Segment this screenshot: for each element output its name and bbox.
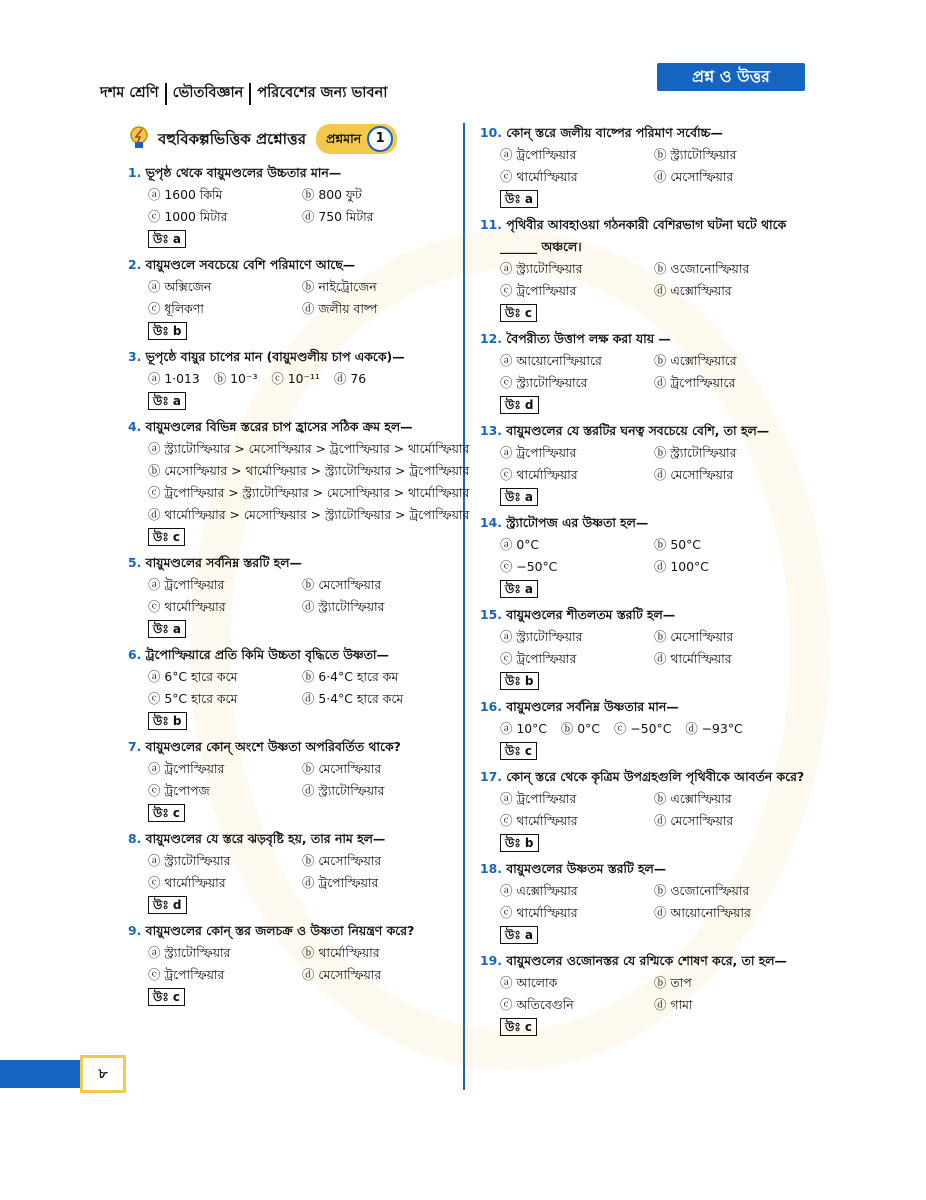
question-number: 14. (480, 515, 502, 530)
question-stem: বায়ুমণ্ডলের উষ্ণতম স্তরটি হল— (506, 861, 667, 876)
question-number: 10. (480, 125, 502, 140)
answer-box: উঃ c (500, 742, 537, 760)
question-stem: বায়ুমণ্ডলের শীতলতম স্তরটি হল— (506, 607, 676, 622)
option-item: ⓑ 6·4°C হারে কম (302, 669, 399, 684)
answer-box: উঃ b (148, 712, 187, 730)
option-item: ⓓ ট্রপোস্ফিয়ার (302, 875, 379, 890)
option-item: ⓒ অতিবেগুনি (500, 997, 574, 1012)
option-item: ⓒ 10⁻¹¹ (271, 371, 320, 386)
question-block (128, 254, 456, 342)
options-list (128, 942, 456, 986)
option-item: ⓑ থার্মোস্ফিয়ার (302, 945, 380, 960)
marks-number: 1 (367, 126, 393, 152)
option-item: ⓐ আলোক (500, 975, 558, 990)
question-stem: বায়ুমণ্ডলের যে স্তরটির ঘনত্ব সবচেয়ে বেশি, তা হল— (506, 423, 770, 438)
options-list (480, 534, 808, 578)
question-text (480, 696, 808, 718)
option-item: ⓑ স্ট্র্যাটোস্ফিয়ার (654, 147, 737, 162)
question-block (480, 604, 808, 692)
question-text (128, 162, 456, 184)
option-item: ⓓ ট্রপোস্ফিয়ারে (654, 375, 736, 390)
option-item: ⓐ এক্সোস্ফিয়ার (500, 883, 578, 898)
option-item: ⓑ মেসোস্ফিয়ার > থার্মোস্ফিয়ার > স্ট্র্যাটোস্ফিয়ার > ট্রপোস্ফিয়ার (148, 463, 470, 478)
question-number: 17. (480, 769, 502, 784)
question-number: 9. (128, 923, 142, 938)
right-column (480, 122, 808, 1042)
option-item: ⓐ আয়োনোস্ফিয়ারে (500, 353, 602, 368)
option-item: ⓓ জলীয় বাষ্প (302, 301, 378, 316)
answer-box: উঃ c (148, 804, 185, 822)
option-item: ⓑ এক্সোস্ফিয়ারে (654, 353, 737, 368)
option-item: ⓒ 1000 মিটার (148, 209, 228, 224)
question-number: 16. (480, 699, 502, 714)
left-column (128, 122, 470, 1012)
answer-box: উঃ a (500, 926, 538, 944)
question-stem: বায়ুমণ্ডলের সর্বনিম্ন উষ্ণতার মান— (506, 699, 679, 714)
option-item: ⓓ 5·4°C হারে কমে (302, 691, 404, 706)
options-list (480, 788, 808, 832)
question-block (480, 214, 808, 324)
options-list (480, 718, 808, 740)
option-item: ⓓ স্ট্র্যাটোস্ফিয়ার (302, 783, 385, 798)
answer-box: উঃ c (500, 304, 537, 322)
question-block (480, 858, 808, 946)
option-item: ⓐ ট্রপোস্ফিয়ার (148, 761, 225, 776)
question-stem: কোন্ স্তরে জলীয় বাষ্পের পরিমাণ সর্বোচ্চ— (506, 125, 723, 140)
answer-box: উঃ a (500, 190, 538, 208)
answer-box: উঃ a (148, 620, 186, 638)
question-text (128, 644, 456, 666)
answer-box: উঃ b (148, 322, 187, 340)
options-list (128, 276, 456, 320)
question-text (480, 512, 808, 534)
question-stem: ভূপৃষ্ঠে বায়ুর চাপের মান (বায়ুমণ্ডলীয় চাপ এককে)— (145, 349, 405, 364)
option-item: ⓒ 5°C হারে কমে (148, 691, 238, 706)
question-stem: বায়ুমণ্ডলের বিভিন্ন স্তরের চাপ হ্রাসের সঠিক ক্রম হল— (145, 419, 413, 434)
question-text (128, 920, 456, 942)
option-item: ⓒ ধূলিকণা (148, 301, 204, 316)
question-text (128, 828, 456, 850)
option-item: ⓑ ওজোনোস্ফিয়ার (654, 261, 750, 276)
option-item: ⓑ মেসোস্ফিয়ার (654, 629, 734, 644)
question-text (480, 214, 808, 258)
question-block (480, 328, 808, 416)
option-item: ⓐ 1600 কিমি (148, 187, 223, 202)
answer-box: উঃ b (500, 834, 539, 852)
option-item: ⓐ 10°C (500, 721, 547, 736)
option-item: ⓐ 1·013 (148, 371, 200, 386)
option-item: ⓓ থার্মোস্ফিয়ার > মেসোস্ফিয়ার > স্ট্র্যাটোস্ফিয়ার > ট্রপোস্ফিয়ার (148, 507, 470, 522)
page-bar (0, 1060, 82, 1088)
question-text (128, 346, 456, 368)
option-item: ⓑ 10⁻³ (213, 371, 258, 386)
question-block (128, 552, 456, 640)
option-item: ⓐ ট্রপোস্ফিয়ার (148, 577, 225, 592)
question-stem: স্ট্র্যাটোপজ এর উষ্ণতা হল— (506, 515, 649, 530)
options-list (128, 850, 456, 894)
option-item: ⓑ নাইট্রোজেন (302, 279, 377, 294)
section-header (128, 122, 456, 156)
question-block (128, 644, 456, 732)
question-block (128, 346, 456, 412)
question-text (480, 328, 808, 350)
option-item: ⓑ মেসোস্ফিয়ার (302, 761, 382, 776)
question-number: 4. (128, 419, 142, 434)
question-number: 7. (128, 739, 142, 754)
option-item: ⓒ থার্মোস্ফিয়ার (500, 813, 578, 828)
question-text (480, 122, 808, 144)
question-text (128, 416, 456, 438)
option-item: ⓒ −50°C (614, 721, 672, 736)
question-number: 15. (480, 607, 502, 622)
options-list (480, 258, 808, 302)
options-list (128, 666, 456, 710)
option-item: ⓒ ট্রপোস্ফিয়ার (148, 967, 225, 982)
option-item: ⓒ থার্মোস্ফিয়ার (148, 599, 226, 614)
question-stem: বায়ুমণ্ডলের যে স্তরে ঝড়বৃষ্টি হয়, তার নাম হল— (145, 831, 386, 846)
option-item: ⓓ স্ট্র্যাটোস্ফিয়ার (302, 599, 385, 614)
question-stem: ভূপৃষ্ঠ থেকে বায়ুমণ্ডলের উচ্চতার মান— (145, 165, 342, 180)
breadcrumb-separator (249, 83, 251, 105)
option-item: ⓑ এক্সোস্ফিয়ার (654, 791, 732, 806)
question-text (128, 254, 456, 276)
option-item: ⓓ 100°C (654, 559, 709, 574)
option-item: ⓐ ট্রপোস্ফিয়ার (500, 147, 577, 162)
option-item: ⓑ 0°C (560, 721, 601, 736)
options-list (128, 438, 470, 526)
option-item: ⓑ ওজোনোস্ফিয়ার (654, 883, 750, 898)
column-divider (463, 123, 465, 1090)
option-item: ⓐ স্ট্র্যাটোস্ফিয়ার (500, 261, 583, 276)
options-list (480, 144, 808, 188)
breadcrumb-class: দশম শ্রেণি (100, 85, 159, 101)
question-number: 1. (128, 165, 142, 180)
question-text (480, 766, 808, 788)
question-block (480, 420, 808, 508)
option-item: ⓐ স্ট্র্যাটোস্ফিয়ার (500, 629, 583, 644)
option-item: ⓒ ট্রপোপজ (148, 783, 210, 798)
option-item: ⓒ থার্মোস্ফিয়ার (500, 169, 578, 184)
question-stem: বায়ুমণ্ডলে সবচেয়ে বেশি পরিমাণে আছে— (145, 257, 356, 272)
option-item: ⓐ অক্সিজেন (148, 279, 212, 294)
question-text (128, 552, 456, 574)
question-text (480, 858, 808, 880)
option-item: ⓐ স্ট্র্যাটোস্ফিয়ার (148, 945, 231, 960)
question-number: 13. (480, 423, 502, 438)
options-list (128, 184, 456, 228)
options-list (480, 350, 808, 394)
question-text (480, 604, 808, 626)
question-number: 18. (480, 861, 502, 876)
question-number: 12. (480, 331, 502, 346)
option-item: ⓓ −93°C (685, 721, 743, 736)
lightbulb-icon (128, 125, 150, 153)
option-item: ⓒ ট্রপোস্ফিয়ার (500, 283, 577, 298)
question-stem: কোন্ স্তরে থেকে কৃত্রিম উপগ্রহগুলি পৃথিবীকে আবর্তন করে? (506, 769, 805, 784)
question-text (128, 736, 456, 758)
question-stem: বায়ুমণ্ডলের কোন্ স্তর জলচক্র ও উষ্ণতা নিয়ন্ত্রণ করে? (145, 923, 415, 938)
option-item: ⓓ 750 মিটার (302, 209, 374, 224)
section-title: বহুবিকল্পভিত্তিক প্রশ্নোত্তর (158, 130, 306, 148)
option-item: ⓑ মেসোস্ফিয়ার (302, 577, 382, 592)
answer-box: উঃ c (500, 1018, 537, 1036)
options-list (128, 574, 456, 618)
question-block (480, 950, 808, 1038)
options-list (480, 880, 808, 924)
option-item: ⓓ মেসোস্ফিয়ার (654, 467, 734, 482)
option-item: ⓒ থার্মোস্ফিয়ার (500, 467, 578, 482)
option-item: ⓓ মেসোস্ফিয়ার (302, 967, 382, 982)
answer-box: উঃ d (148, 896, 187, 914)
option-item: ⓒ −50°C (500, 559, 558, 574)
option-item: ⓓ মেসোস্ফিয়ার (654, 169, 734, 184)
question-block (128, 920, 456, 1008)
question-stem: পৃথিবীর আবহাওয়া গঠনকারী বেশিরভাগ ঘটনা ঘটে থাকে ______ অঞ্চলে। (500, 217, 787, 254)
answer-box: উঃ b (500, 672, 539, 690)
marks-pill (316, 124, 397, 154)
options-list (480, 626, 808, 670)
question-stem: বায়ুমণ্ডলের কোন্ অংশে উষ্ণতা অপরিবর্তিত থাকে? (145, 739, 401, 754)
answer-box: উঃ a (148, 230, 186, 248)
options-list (128, 758, 456, 802)
option-item: ⓑ স্ট্র্যাটোস্ফিয়ার (654, 445, 737, 460)
question-stem: বায়ুমণ্ডলের ওজোনস্তর যে রশ্মিকে শোষণ করে, তা হল— (506, 953, 787, 968)
question-text (480, 950, 808, 972)
option-item: ⓓ গামা (654, 997, 693, 1012)
question-block (128, 736, 456, 824)
options-list (480, 972, 808, 1016)
option-item: ⓐ 6°C হারে কমে (148, 669, 238, 684)
options-list (480, 442, 808, 486)
qa-badge: প্রশ্ন ও উত্তর (657, 63, 805, 91)
breadcrumb-separator (165, 83, 167, 105)
question-number: 8. (128, 831, 142, 846)
option-item: ⓒ থার্মোস্ফিয়ার (500, 905, 578, 920)
option-item: ⓑ তাপ (654, 975, 692, 990)
option-item: ⓒ থার্মোস্ফিয়ার (148, 875, 226, 890)
answer-box: উঃ d (500, 396, 539, 414)
answer-box: উঃ c (148, 988, 185, 1006)
option-item: ⓒ স্ট্র্যাটোস্ফিয়ারে (500, 375, 588, 390)
breadcrumb (100, 82, 387, 106)
option-item: ⓓ আয়োনোস্ফিয়ার (654, 905, 751, 920)
option-item: ⓓ থার্মোস্ফিয়ার (654, 651, 732, 666)
option-item: ⓐ ট্রপোস্ফিয়ার (500, 445, 577, 460)
question-stem: বৈপরীত্য উত্তাপ লক্ষ করা যায় — (506, 331, 671, 346)
answer-box: উঃ a (500, 488, 538, 506)
question-block (128, 828, 456, 916)
question-block (480, 512, 808, 600)
option-item: ⓑ 800 ফুট (302, 187, 362, 202)
breadcrumb-chapter: পরিবেশের জন্য ভাবনা (257, 85, 388, 101)
option-item: ⓑ 50°C (654, 537, 701, 552)
question-number: 6. (128, 647, 142, 662)
option-item: ⓑ মেসোস্ফিয়ার (302, 853, 382, 868)
option-item: ⓐ স্ট্র্যাটোস্ফিয়ার > মেসোস্ফিয়ার > ট্রপোস্ফিয়ার > থার্মোস্ফিয়ার (148, 441, 470, 456)
option-item: ⓓ মেসোস্ফিয়ার (654, 813, 734, 828)
option-item: ⓒ ট্রপোস্ফিয়ার (500, 651, 577, 666)
question-block (480, 122, 808, 210)
question-block (128, 162, 456, 250)
question-number: 2. (128, 257, 142, 272)
page-number: ৮ (80, 1055, 126, 1093)
option-item: ⓓ এক্সোস্ফিয়ার (654, 283, 732, 298)
options-list (128, 368, 456, 390)
option-item: ⓐ 0°C (500, 537, 540, 552)
question-stem: বায়ুমণ্ডলের সর্বনিম্ন স্তরটি হল— (145, 555, 302, 570)
answer-box: উঃ a (500, 580, 538, 598)
question-number: 11. (480, 217, 502, 232)
question-block (480, 766, 808, 854)
breadcrumb-subject: ভৌতবিজ্ঞান (172, 85, 244, 101)
option-item: ⓐ স্ট্র্যাটোস্ফিয়ার (148, 853, 231, 868)
answer-box: উঃ a (148, 392, 186, 410)
question-block (128, 416, 470, 548)
option-item: ⓓ 76 (334, 371, 367, 386)
question-number: 3. (128, 349, 142, 364)
marks-label: প্রশ্নমান (325, 131, 362, 146)
option-item: ⓐ ট্রপোস্ফিয়ার (500, 791, 577, 806)
question-text (480, 420, 808, 442)
question-stem: ট্রপোস্ফিয়ারে প্রতি কিমি উচ্চতা বৃদ্ধিতে উষ্ণতা— (145, 647, 389, 662)
question-number: 5. (128, 555, 142, 570)
question-number: 19. (480, 953, 502, 968)
answer-box: উঃ c (148, 528, 185, 546)
question-block (480, 696, 808, 762)
option-item: ⓒ ট্রপোস্ফিয়ার > স্ট্র্যাটোস্ফিয়ার > মেসোস্ফিয়ার > থার্মোস্ফিয়ার (148, 485, 470, 500)
